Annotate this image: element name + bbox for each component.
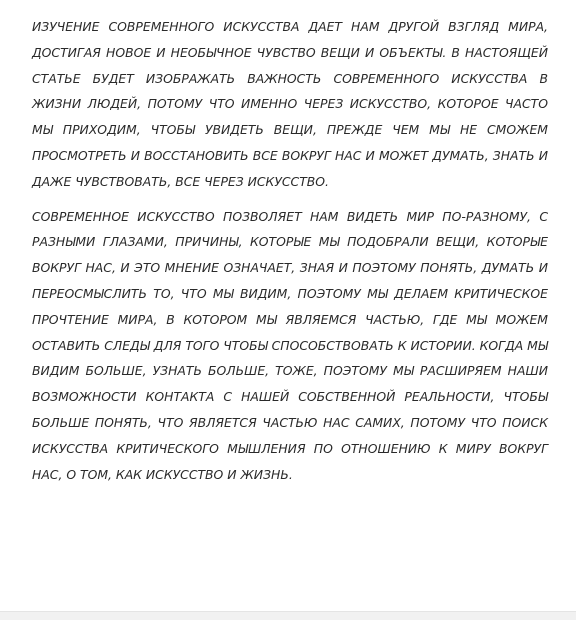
paragraph-1: ИЗУЧЕНИЕ СОВРЕМЕННОГО ИСКУССТВА ДАЕТ НАМ ДРУГОЙ ВЗГЛЯД МИРА, ДОСТИГАЯ НОВОЕ И НЕОБЫЧНОЕ ЧУВСТВО ВЕЩИ И ОБЪЕКТЫ. В НАСТОЯЩЕЙ СТАТЬЕ БУДЕТ ИЗОБРАЖАТЬ ВАЖНОСТЬ СОВРЕМЕННОГО ИСКУССТВА В ЖИЗНИ ЛЮДЕЙ, ПОТОМУ ЧТО ИМЕННО ЧЕРЕЗ ИСКУССТВО, КОТОРОЕ ЧАСТО МЫ ПРИХОДИМ, ЧТОБЫ УВИДЕТЬ ВЕЩИ, ПРЕЖДЕ ЧЕМ МЫ НЕ СМОЖЕМ ПРОСМОТРЕТЬ И ВОССТАНОВИТЬ ВСЕ ВОКРУГ НАС И МОЖЕТ ДУМАТЬ, ЗНАТЬ И ДАЖЕ ЧУВСТВОВАТЬ, ВСЕ ЧЕРЕЗ ИСКУССТВО. <box>32 19 548 189</box>
paragraph-2: СОВРЕМЕННОЕ ИСКУССТВО ПОЗВОЛЯЕТ НАМ ВИДЕТЬ МИР ПО-РАЗНОМУ, С РАЗНЫМИ ГЛАЗАМИ, ПРИЧИНЫ, КОТОРЫЕ МЫ ПОДОБРАЛИ ВЕЩИ, КОТОРЫЕ ВОКРУГ НАС, И ЭТО МНЕНИЕ ОЗНАЧАЕТ, ЗНАЯ И ПОЭТОМУ ПОНЯТЬ, ДУМАТЬ И ПЕРЕОСМЫСЛИТЬ ТО, ЧТО МЫ ВИДИМ, ПОЭТОМУ МЫ ДЕЛАЕМ КРИТИЧЕСКОЕ ПРОЧТЕНИЕ МИРА, В КОТОРОМ МЫ ЯВЛЯЕМСЯ ЧАСТЬЮ, ГДЕ МЫ МОЖЕМ ОСТАВИТЬ СЛЕДЫ ДЛЯ ТОГО ЧТОБЫ СПОСОБСТВОВАТЬ К ИСТОРИИ. КОГДА МЫ ВИДИМ БОЛЬШЕ, УЗНАТЬ БОЛЬШЕ, ТОЖЕ, ПОЭТОМУ МЫ РАСШИРЯЕМ НАШИ ВОЗМОЖНОСТИ КОНТАКТА С НАШЕЙ СОБСТВЕННОЙ РЕАЛЬНОСТИ, ЧТОБЫ БОЛЬШЕ ПОНЯТЬ, ЧТО ЯВЛЯЕТСЯ ЧАСТЬЮ НАС САМИХ, ПОТОМУ ЧТО ПОИСК ИСКУССТВА КРИТИЧЕСКОГО МЫШЛЕНИЯ ПО ОТНОШЕНИЮ К МИРУ ВОКРУГ НАС, О ТОМ, КАК ИСКУССТВО И ЖИЗНЬ. <box>32 208 548 482</box>
horizontal-scrollbar[interactable] <box>0 611 576 620</box>
